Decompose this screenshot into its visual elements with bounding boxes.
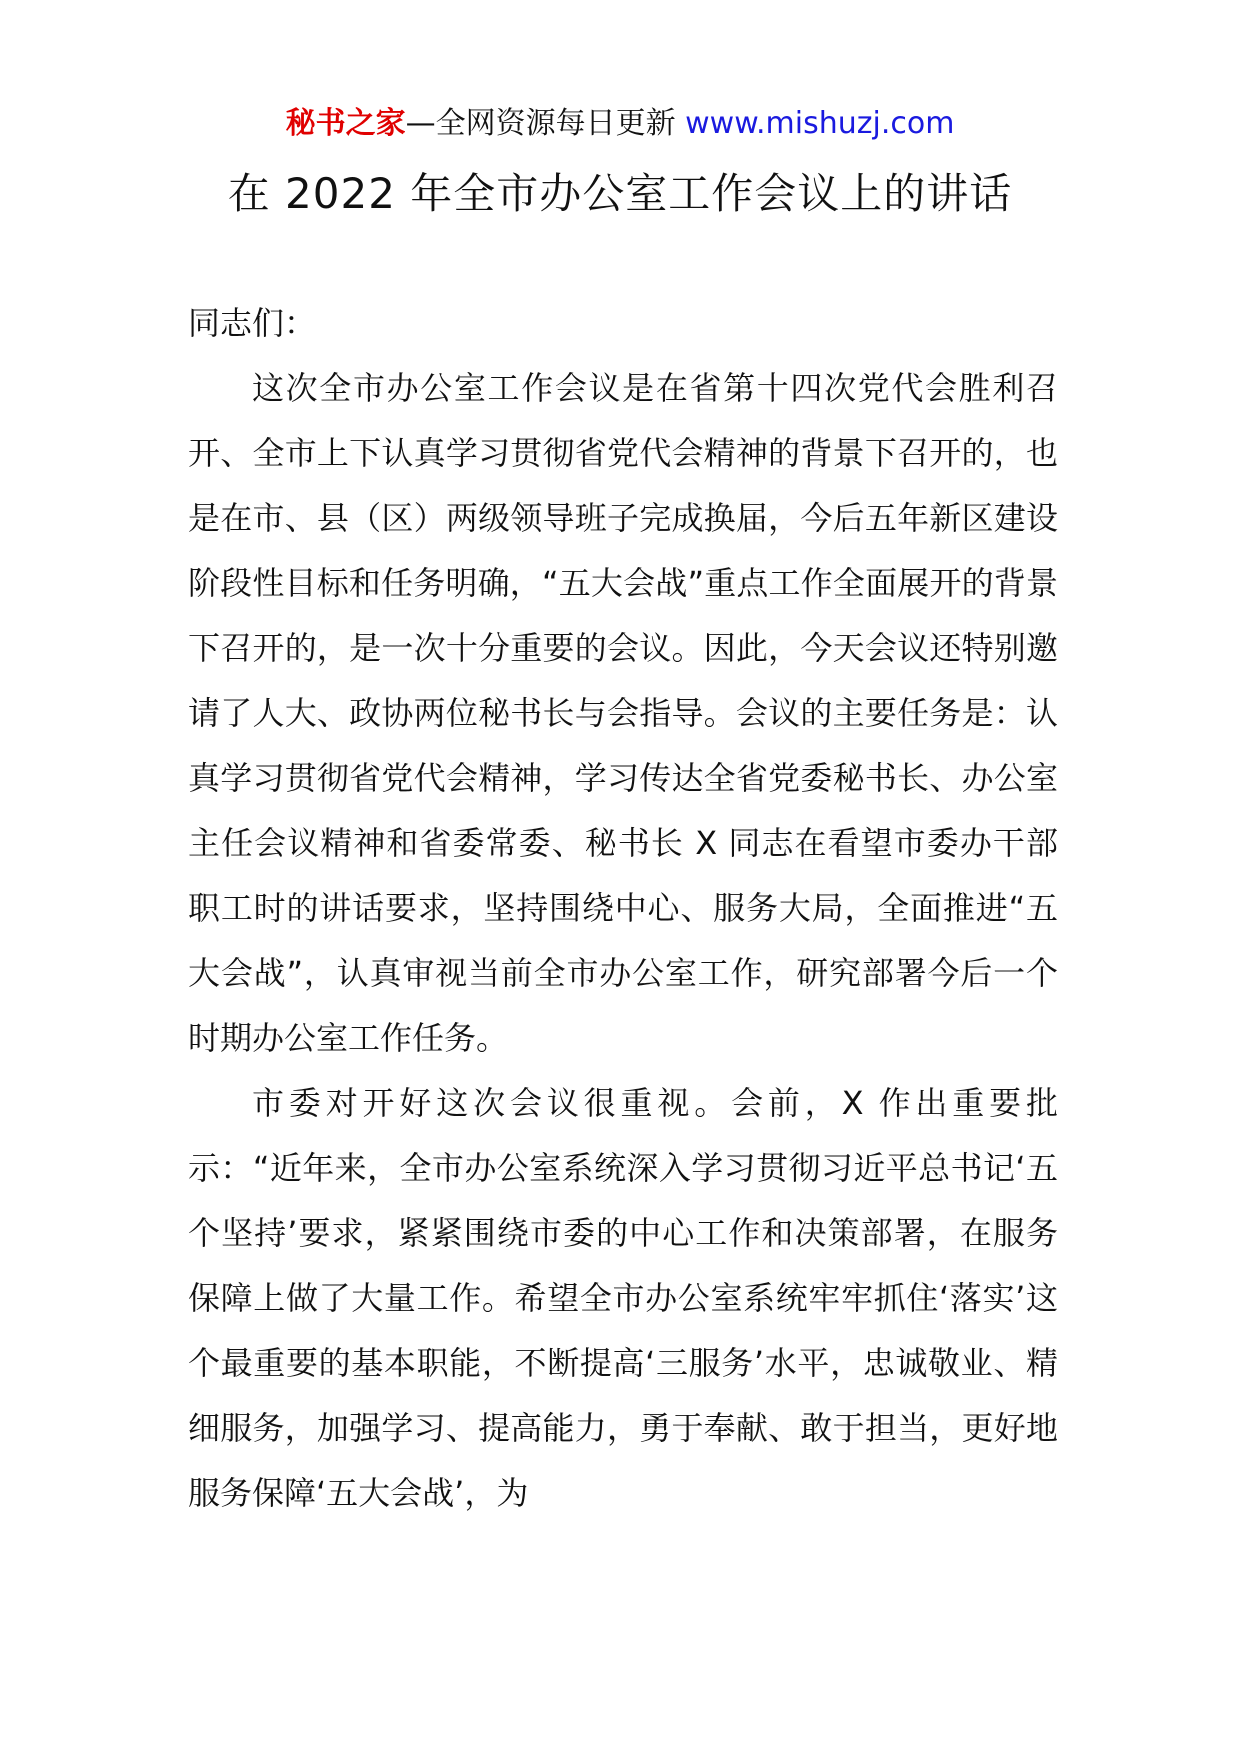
- paragraph-1: 这次全市办公室工作会议是在省第十四次党代会胜利召开、全市上下认真学习贯彻省党代会精神的背景下召开的，也是在市、县（区）两级领导班子完成换届，今后五年新区建设阶段性目标和任务明确，“五大会战”重点工作全面展开的背景下召开的，是一次十分重要的会议。因此，今天会议还特别邀请了人大、政协两位秘书长与会指导。会议的主要任务是：认真学习贯彻省党代会精神，学习传达全省党委秘书长、办公室主任会议精神和省委常委、秘书长 X 同志在看望市委办干部职工时的讲话要求，坚持围绕中心、服务大局，全面推进“五大会战”，认真审视当前全市办公室工作，研究部署今后一个时期办公室工作任务。: [188, 369, 1058, 1057]
- site-header: [0, 100, 1240, 148]
- document-title: 在 2022 年全市办公室工作会议上的讲话: [227, 169, 1013, 218]
- header-tagline: —全网资源每日更新: [405, 106, 686, 141]
- paragraph-2: 市委对开好这次会议很重视。会前，X 作出重要批示：“近年来，全市办公室系统深入学习贯彻习近平总书记‘五个坚持’要求，紧紧围绕市委的中心工作和决策部署，在服务保障上做了大量工作。希望全市办公室系统牢牢抓住‘落实’这个最重要的基本职能，不断提高‘三服务’水平，忠诚敬业、精细服务，加强学习、提高能力，勇于奉献、敢于担当，更好地服务保障‘五大会战’，为: [188, 1084, 1058, 1512]
- brand-name: 秘书之家: [285, 106, 406, 141]
- salutation: 同志们：: [188, 304, 317, 342]
- site-url-link[interactable]: www.mishuzj.com: [685, 106, 955, 141]
- document-body: [188, 291, 1058, 1526]
